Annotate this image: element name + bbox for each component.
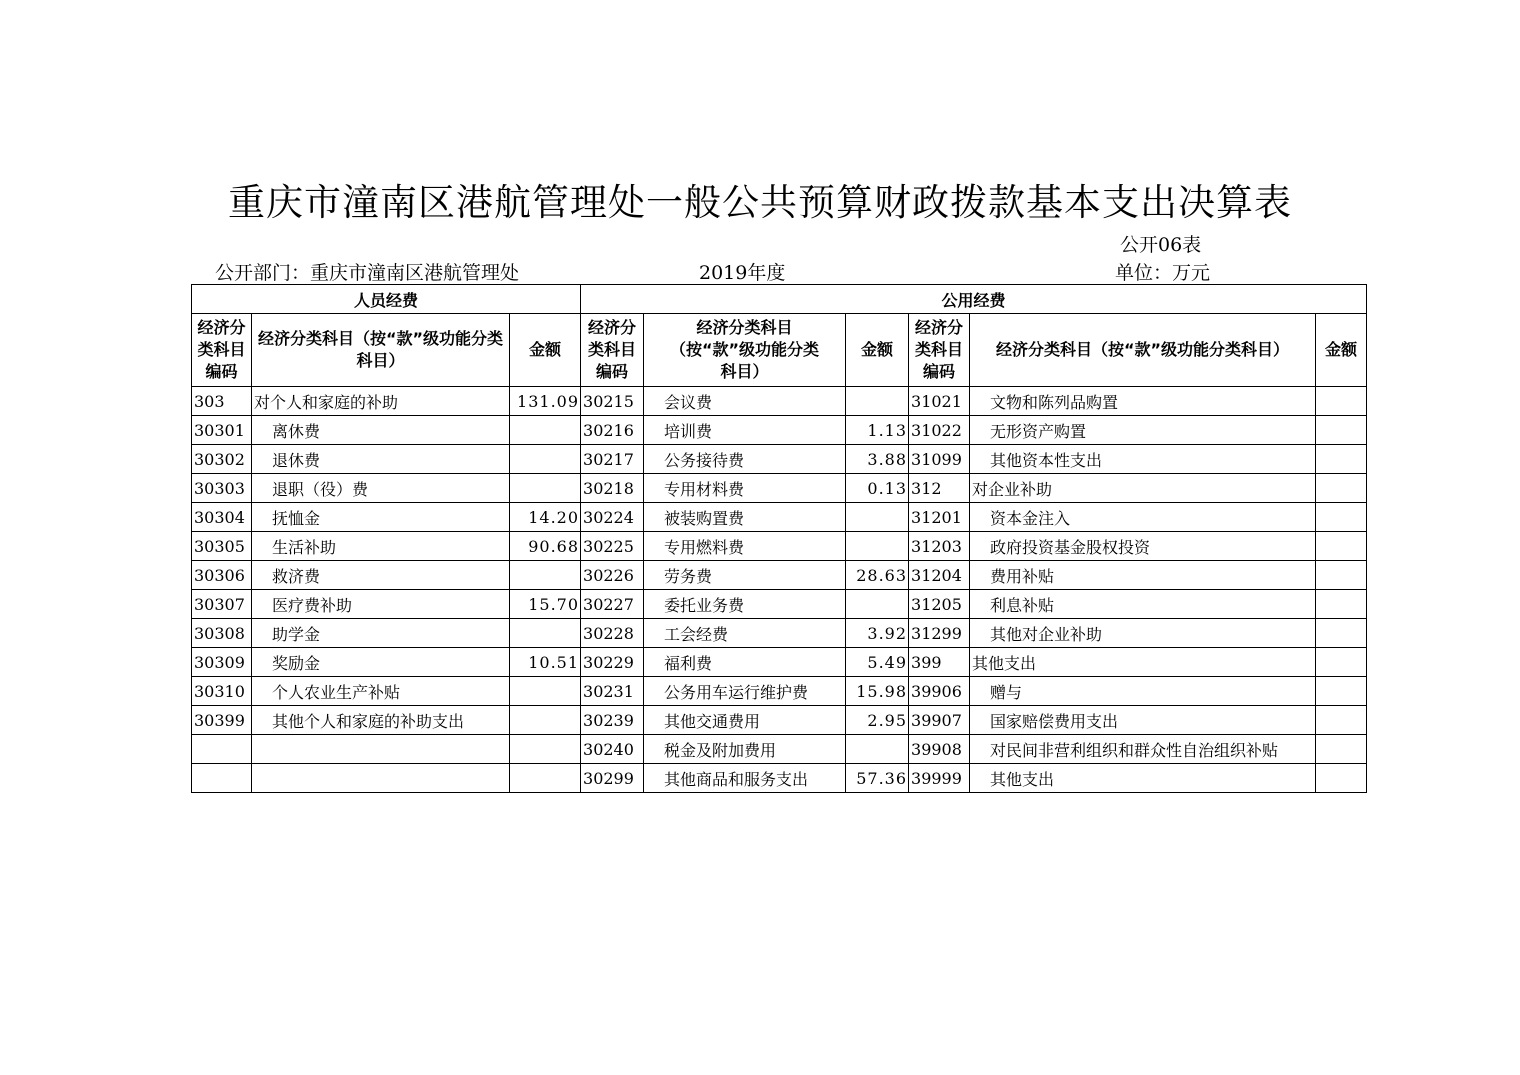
code-cell: 30308 [192,619,252,648]
code-cell [192,764,252,793]
name-cell: 对企业补助 [970,474,1316,503]
name-cell: 医疗费补助 [252,590,510,619]
amount-cell: 90.68 [510,532,581,561]
amount-cell: 10.51 [510,648,581,677]
code-cell: 312 [909,474,970,503]
table-row [192,735,1367,764]
code-cell: 39908 [909,735,970,764]
table-row [192,474,1367,503]
code-cell: 30302 [192,445,252,474]
code-cell: 30304 [192,503,252,532]
code-cell: 30309 [192,648,252,677]
name-cell: 其他资本性支出 [970,445,1316,474]
name-cell: 公务接待费 [644,445,846,474]
name-cell [252,735,510,764]
code-cell: 31021 [909,387,970,416]
code-cell: 303 [192,387,252,416]
name-cell: 国家赔偿费用支出 [970,706,1316,735]
code-cell: 39999 [909,764,970,793]
name-cell: 资本金注入 [970,503,1316,532]
table-row [192,561,1367,590]
amount-cell [510,706,581,735]
amount-cell: 5.49 [846,648,909,677]
code-cell: 31204 [909,561,970,590]
amount-cell: 15.98 [846,677,909,706]
amount-cell [846,590,909,619]
header-amount: 金额 [510,314,581,387]
code-cell: 30218 [581,474,644,503]
amount-cell: 3.92 [846,619,909,648]
fiscal-year: 2019年度 [699,262,786,284]
table-row [192,532,1367,561]
amount-cell: 3.88 [846,445,909,474]
amount-cell [510,677,581,706]
unit-label: 单位：万元 [1115,262,1211,284]
amount-cell [1316,735,1367,764]
name-cell: 退职（役）费 [252,474,510,503]
name-cell: 赠与 [970,677,1316,706]
code-cell: 30215 [581,387,644,416]
name-cell: 政府投资基金股权投资 [970,532,1316,561]
code-cell: 30399 [192,706,252,735]
header-amount: 金额 [846,314,909,387]
amount-cell: 1.13 [846,416,909,445]
code-cell: 31099 [909,445,970,474]
code-cell: 30226 [581,561,644,590]
name-cell: 培训费 [644,416,846,445]
name-cell: 专用材料费 [644,474,846,503]
name-cell: 利息补贴 [970,590,1316,619]
code-cell: 30216 [581,416,644,445]
name-cell: 文物和陈列品购置 [970,387,1316,416]
amount-cell [510,474,581,503]
amount-cell [1316,677,1367,706]
amount-cell [510,764,581,793]
code-cell: 30227 [581,590,644,619]
amount-cell [1316,416,1367,445]
amount-cell: 14.20 [510,503,581,532]
name-cell: 其他对企业补助 [970,619,1316,648]
amount-cell [1316,387,1367,416]
amount-cell: 131.09 [510,387,581,416]
amount-cell [510,416,581,445]
amount-cell [510,619,581,648]
department: 公开部门：重庆市潼南区港航管理处 [215,262,520,284]
name-cell: 其他个人和家庭的补助支出 [252,706,510,735]
name-cell: 被装购置费 [644,503,846,532]
name-cell: 其他支出 [970,764,1316,793]
amount-cell [510,735,581,764]
amount-cell [846,735,909,764]
name-cell: 其他商品和服务支出 [644,764,846,793]
table-row [192,416,1367,445]
code-cell: 30225 [581,532,644,561]
table-row [192,619,1367,648]
section-personnel: 人员经费 [192,285,581,314]
name-cell [252,764,510,793]
header-item: 经济分类科目（按“款”级功能分类科目） [252,314,510,387]
name-cell: 会议费 [644,387,846,416]
code-cell: 31205 [909,590,970,619]
amount-cell [1316,532,1367,561]
name-cell: 退休费 [252,445,510,474]
amount-cell [510,561,581,590]
code-cell: 31201 [909,503,970,532]
page-title: 重庆市潼南区港航管理处一般公共预算财政拨款基本支出决算表 [228,181,1292,224]
amount-cell [1316,590,1367,619]
table-row [192,387,1367,416]
name-cell: 奖励金 [252,648,510,677]
header-item: 经济分类科目（按“款”级功能分类科目） [644,314,846,387]
code-cell: 31299 [909,619,970,648]
amount-cell [846,387,909,416]
amount-cell [1316,503,1367,532]
code-cell: 399 [909,648,970,677]
amount-cell: 28.63 [846,561,909,590]
amount-cell [846,503,909,532]
name-cell: 费用补贴 [970,561,1316,590]
code-cell: 30305 [192,532,252,561]
name-cell: 生活补助 [252,532,510,561]
name-cell: 对个人和家庭的补助 [252,387,510,416]
code-cell: 30299 [581,764,644,793]
name-cell: 福利费 [644,648,846,677]
table-row [192,677,1367,706]
header-code: 经济分类科目编码 [909,314,970,387]
amount-cell: 2.95 [846,706,909,735]
amount-cell [1316,445,1367,474]
header-item: 经济分类科目（按“款”级功能分类科目） [970,314,1316,387]
code-cell: 30229 [581,648,644,677]
form-number: 公开06表 [1120,234,1202,256]
name-cell: 抚恤金 [252,503,510,532]
name-cell: 救济费 [252,561,510,590]
code-cell: 30228 [581,619,644,648]
name-cell: 专用燃料费 [644,532,846,561]
name-cell: 劳务费 [644,561,846,590]
name-cell: 离休费 [252,416,510,445]
code-cell: 30301 [192,416,252,445]
code-cell: 30239 [581,706,644,735]
table-row [192,445,1367,474]
name-cell: 税金及附加费用 [644,735,846,764]
header-amount: 金额 [1316,314,1367,387]
name-cell: 工会经费 [644,619,846,648]
table-row [192,706,1367,735]
code-cell: 30306 [192,561,252,590]
amount-cell [1316,619,1367,648]
code-cell: 30217 [581,445,644,474]
amount-cell [1316,706,1367,735]
name-cell: 委托业务费 [644,590,846,619]
code-cell: 30231 [581,677,644,706]
code-cell [192,735,252,764]
table-row [192,764,1367,793]
amount-cell [1316,764,1367,793]
code-cell: 30310 [192,677,252,706]
header-code: 经济分类科目编码 [192,314,252,387]
code-cell: 30240 [581,735,644,764]
code-cell: 30303 [192,474,252,503]
amount-cell [1316,474,1367,503]
code-cell: 39906 [909,677,970,706]
amount-cell [1316,561,1367,590]
code-cell: 31022 [909,416,970,445]
name-cell: 其他交通费用 [644,706,846,735]
name-cell: 对民间非营利组织和群众性自治组织补贴 [970,735,1316,764]
name-cell: 无形资产购置 [970,416,1316,445]
amount-cell: 15.70 [510,590,581,619]
name-cell: 公务用车运行维护费 [644,677,846,706]
name-cell: 个人农业生产补贴 [252,677,510,706]
amount-cell [1316,648,1367,677]
section-public: 公用经费 [581,285,1367,314]
code-cell: 31203 [909,532,970,561]
name-cell: 助学金 [252,619,510,648]
amount-cell: 57.36 [846,764,909,793]
table-row [192,590,1367,619]
code-cell: 30224 [581,503,644,532]
expenditure-table [191,284,1367,793]
code-cell: 39907 [909,706,970,735]
code-cell: 30307 [192,590,252,619]
table-row [192,503,1367,532]
amount-cell [846,532,909,561]
header-code: 经济分类科目编码 [581,314,644,387]
table-row [192,648,1367,677]
amount-cell [510,445,581,474]
amount-cell: 0.13 [846,474,909,503]
name-cell: 其他支出 [970,648,1316,677]
